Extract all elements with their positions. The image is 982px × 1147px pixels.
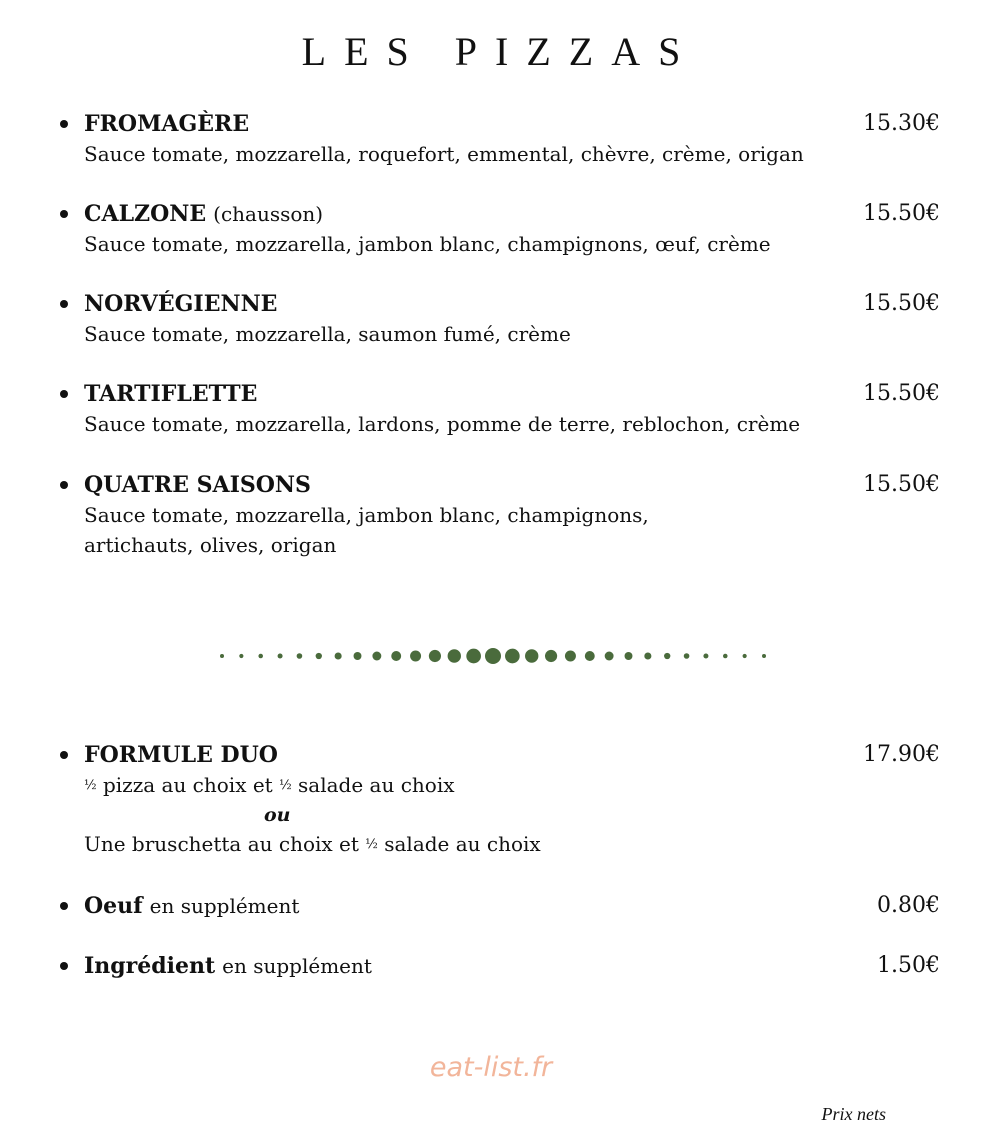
menu-item	[60, 289, 950, 349]
divider-dot	[762, 654, 766, 658]
item-description: Sauce tomate, mozzarella, jambon blanc, champignons,	[84, 503, 649, 527]
divider-dot	[545, 650, 557, 662]
divider-dot	[354, 652, 362, 660]
menu-item	[60, 470, 950, 560]
bullet-icon	[60, 902, 68, 910]
item-price: 17.90€	[863, 742, 940, 767]
bullet-icon	[60, 751, 68, 759]
watermark: eat-list.fr	[429, 1052, 553, 1083]
item-price: 15.30€	[863, 111, 940, 136]
divider-dot	[316, 653, 322, 659]
divider-dot	[335, 652, 342, 659]
menu-item	[60, 109, 950, 169]
divider-dot	[258, 654, 263, 659]
item-name: FROMAGÈRE	[84, 111, 250, 137]
item-price: 1.50€	[877, 953, 940, 978]
supplement-item	[60, 891, 950, 921]
item-price: 15.50€	[863, 291, 940, 316]
divider-dot	[723, 654, 728, 659]
formule-item	[60, 740, 950, 860]
bullet-icon	[60, 300, 68, 308]
prix-nets-note: Prix nets	[821, 1104, 886, 1124]
half-fraction: ½	[279, 778, 292, 793]
item-description: Sauce tomate, mozzarella, jambon blanc, champignons, œuf, crème	[84, 232, 771, 256]
divider-dot	[684, 653, 690, 659]
item-price: 15.50€	[863, 201, 940, 226]
item-name: CALZONE (chausson)	[84, 201, 324, 227]
item-description-continued: artichauts, olives, origan	[84, 533, 337, 557]
bullet-icon	[60, 210, 68, 218]
formule-option-2: Une bruschetta au choix et ½ salade au choix	[84, 832, 541, 856]
bullet-icon	[60, 962, 68, 970]
divider-dot	[466, 649, 481, 664]
divider-dot	[485, 648, 501, 664]
divider-dot	[605, 652, 614, 661]
menu-title: LES PIZZAS	[301, 29, 699, 74]
item-price: 15.50€	[863, 472, 940, 497]
divider-dot	[625, 652, 633, 660]
divider-dot	[448, 649, 461, 662]
divider-dot	[585, 651, 595, 661]
formule-option-1: ½ pizza au choix et ½ salade au choix	[84, 773, 455, 797]
supplement-item	[60, 951, 950, 981]
menu-item	[60, 199, 950, 259]
divider-dot	[297, 653, 303, 659]
divider-dot	[565, 651, 576, 662]
divider-dot	[372, 652, 381, 661]
menu-item	[60, 379, 950, 439]
divider-dot	[703, 653, 708, 658]
item-description: Sauce tomate, mozzarella, roquefort, emmental, chèvre, crème, origan	[84, 142, 804, 166]
item-name: NORVÉGIENNE	[84, 291, 278, 317]
bullet-icon	[60, 390, 68, 398]
item-name: TARTIFLETTE	[84, 381, 258, 407]
item-name: QUATRE SAISONS	[84, 472, 311, 498]
divider-dot	[220, 654, 224, 658]
dotted-divider	[0, 640, 982, 670]
bullet-icon	[60, 481, 68, 489]
item-price: 0.80€	[877, 893, 940, 918]
divider-dot	[278, 653, 283, 658]
divider-dot	[410, 651, 421, 662]
item-name: FORMULE DUO	[84, 742, 278, 768]
item-description: Sauce tomate, mozzarella, lardons, pomme de terre, reblochon, crème	[84, 412, 801, 436]
item-name: Oeuf en supplément	[84, 893, 300, 919]
divider-dot	[239, 654, 243, 658]
divider-dot	[391, 651, 401, 661]
half-fraction: ½	[84, 778, 97, 793]
divider-dot	[429, 650, 441, 662]
bullet-icon	[60, 120, 68, 128]
divider-dot	[644, 652, 651, 659]
item-name: Ingrédient en supplément	[84, 953, 372, 979]
or-separator: ou	[264, 804, 291, 826]
item-note: (chausson)	[213, 202, 324, 226]
item-price: 15.50€	[863, 381, 940, 406]
divider-dot	[505, 649, 520, 664]
divider-dot	[664, 653, 670, 659]
item-description: Sauce tomate, mozzarella, saumon fumé, crème	[84, 322, 571, 346]
half-fraction: ½	[365, 837, 378, 852]
divider-dot	[525, 649, 538, 662]
divider-dot	[743, 654, 747, 658]
